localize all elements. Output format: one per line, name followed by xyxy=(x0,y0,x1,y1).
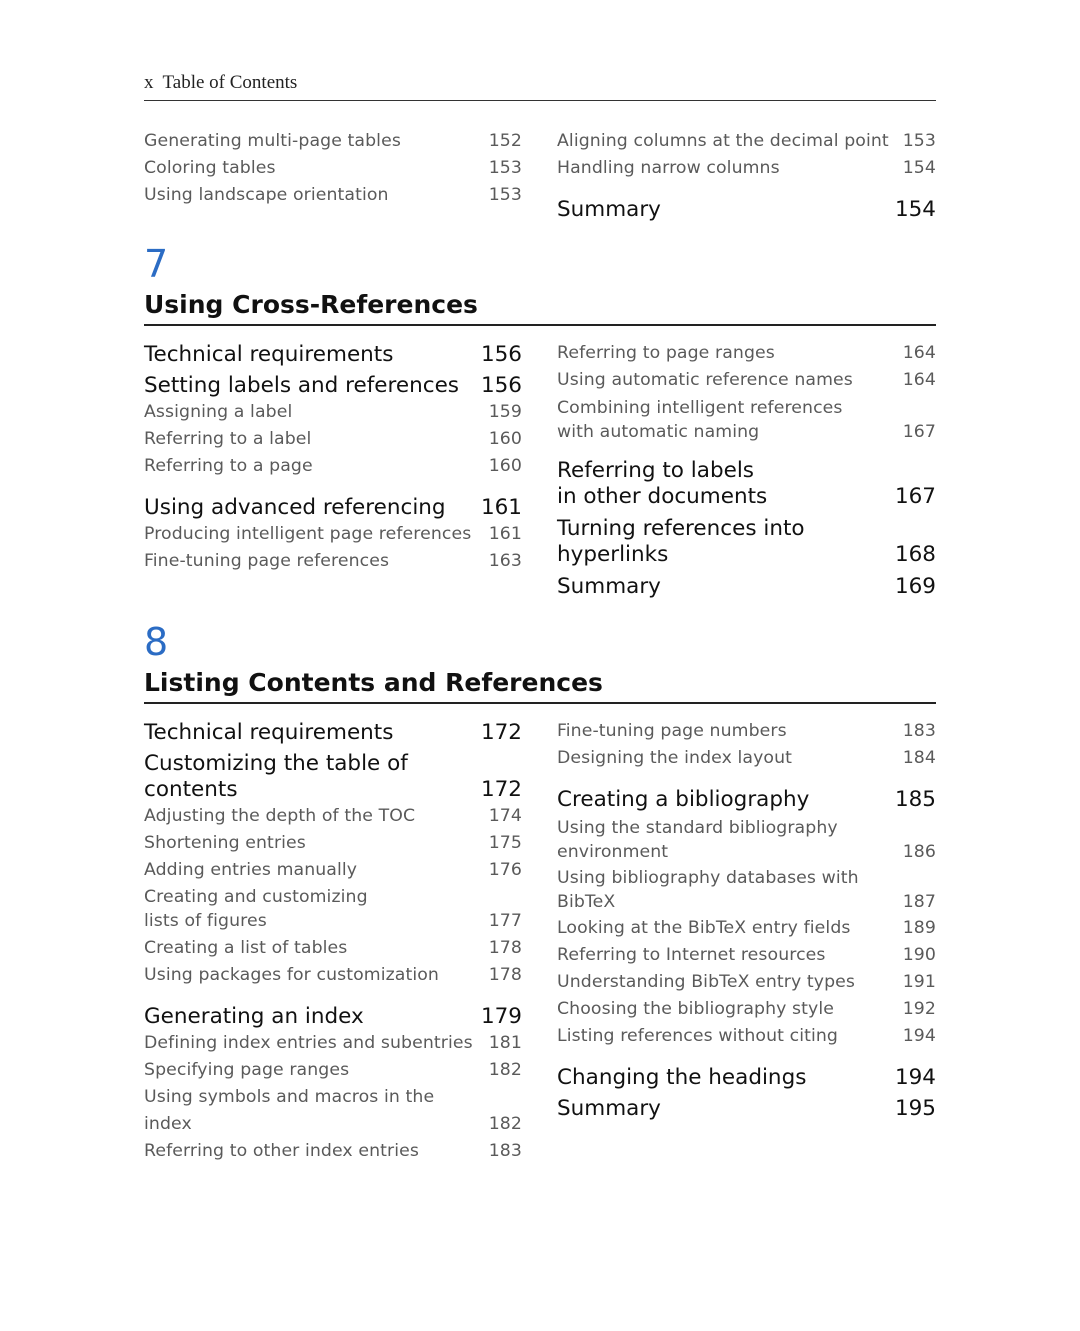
toc-section[interactable]: Customizing the table of contents 172 xyxy=(144,751,522,802)
toc-entry[interactable]: Producing intelligent page references 161 xyxy=(144,524,522,544)
toc-entry[interactable]: Adding entries manually 176 xyxy=(144,860,522,880)
chapter-title[interactable]: Using Cross-References xyxy=(144,290,936,326)
toc-entry[interactable]: Assigning a label 159 xyxy=(144,402,522,422)
toc-section-summary[interactable]: Summary 154 xyxy=(557,197,936,222)
toc-entry[interactable]: Using landscape orientation 153 xyxy=(144,185,522,205)
toc-section[interactable]: Referring to labels in other documents 167 xyxy=(557,458,936,509)
toc-section-summary[interactable]: Summary 169 xyxy=(557,574,936,599)
prev-left-column xyxy=(144,128,522,209)
toc-section[interactable]: Generating an index 179 xyxy=(144,1004,522,1029)
chapter-title[interactable]: Listing Contents and References xyxy=(144,668,936,704)
toc-entry[interactable]: Shortening entries 175 xyxy=(144,833,522,853)
toc-entry[interactable]: Combining intelligent references with automatic naming 167 xyxy=(557,398,936,442)
toc-entry[interactable]: Referring to other index entries 183 xyxy=(144,1141,522,1161)
toc-section[interactable]: Using advanced referencing 161 xyxy=(144,495,522,520)
toc-section[interactable]: Turning references into hyperlinks 168 xyxy=(557,516,936,567)
toc-entry[interactable]: Specifying page ranges 182 xyxy=(144,1060,522,1080)
toc-entry[interactable]: Listing references without citing 194 xyxy=(557,1026,936,1046)
toc-entry[interactable]: Aligning columns at the decimal point 153 xyxy=(557,131,936,151)
toc-entry[interactable]: Using the standard bibliography environment 186 xyxy=(557,818,936,862)
toc-entry[interactable]: Using bibliography databases with BibTeX 187 xyxy=(557,868,936,912)
toc-entry[interactable]: Looking at the BibTeX entry fields 189 xyxy=(557,918,936,938)
toc-entry[interactable]: Fine-tuning page references 163 xyxy=(144,551,522,571)
toc-entry[interactable]: Understanding BibTeX entry types 191 xyxy=(557,972,936,992)
toc-entry[interactable]: Using symbols and macros in the index 182 xyxy=(144,1087,522,1134)
toc-entry[interactable]: Creating a list of tables 178 xyxy=(144,938,522,958)
toc-entry[interactable]: Using packages for customization 178 xyxy=(144,965,522,985)
toc-entry[interactable]: Using automatic reference names 164 xyxy=(557,370,936,390)
ch7-right-column xyxy=(557,340,936,600)
toc-entry[interactable]: Adjusting the depth of the TOC 174 xyxy=(144,806,522,826)
toc-entry[interactable]: Referring to page ranges 164 xyxy=(557,343,936,363)
ch8-right-column xyxy=(557,718,936,1122)
toc-entry[interactable]: Fine-tuning page numbers 183 xyxy=(557,721,936,741)
toc-section[interactable]: Changing the headings 194 xyxy=(557,1065,936,1090)
chapter-number: 8 xyxy=(144,620,169,664)
page-header-title: Table of Contents xyxy=(162,72,298,93)
toc-entry[interactable]: Defining index entries and subentries 181 xyxy=(144,1033,522,1053)
toc-entry[interactable]: Referring to a page 160 xyxy=(144,456,522,476)
toc-entry[interactable]: Referring to Internet resources 190 xyxy=(557,945,936,965)
toc-section[interactable]: Technical requirements 156 xyxy=(144,342,522,367)
toc-section-summary[interactable]: Summary 195 xyxy=(557,1096,936,1121)
prev-right-column xyxy=(557,128,936,223)
toc-section[interactable]: Technical requirements 172 xyxy=(144,720,522,745)
ch8-left-column xyxy=(144,718,522,1165)
toc-entry[interactable]: Generating multi-page tables 152 xyxy=(144,131,522,151)
toc-entry[interactable]: Coloring tables 153 xyxy=(144,158,522,178)
page-header xyxy=(144,72,936,101)
toc-section[interactable]: Creating a bibliography 185 xyxy=(557,787,936,812)
toc-section[interactable]: Setting labels and references 156 xyxy=(144,373,522,398)
toc-entry[interactable]: Choosing the bibliography style 192 xyxy=(557,999,936,1019)
chapter-number: 7 xyxy=(144,242,169,286)
page-number: x xyxy=(144,72,154,93)
toc-entry[interactable]: Creating and customizing lists of figures 177 xyxy=(144,887,522,931)
toc-entry[interactable]: Referring to a label 160 xyxy=(144,429,522,449)
toc-entry[interactable]: Designing the index layout 184 xyxy=(557,748,936,768)
toc-entry[interactable]: Handling narrow columns 154 xyxy=(557,158,936,178)
ch7-left-column xyxy=(144,340,522,575)
